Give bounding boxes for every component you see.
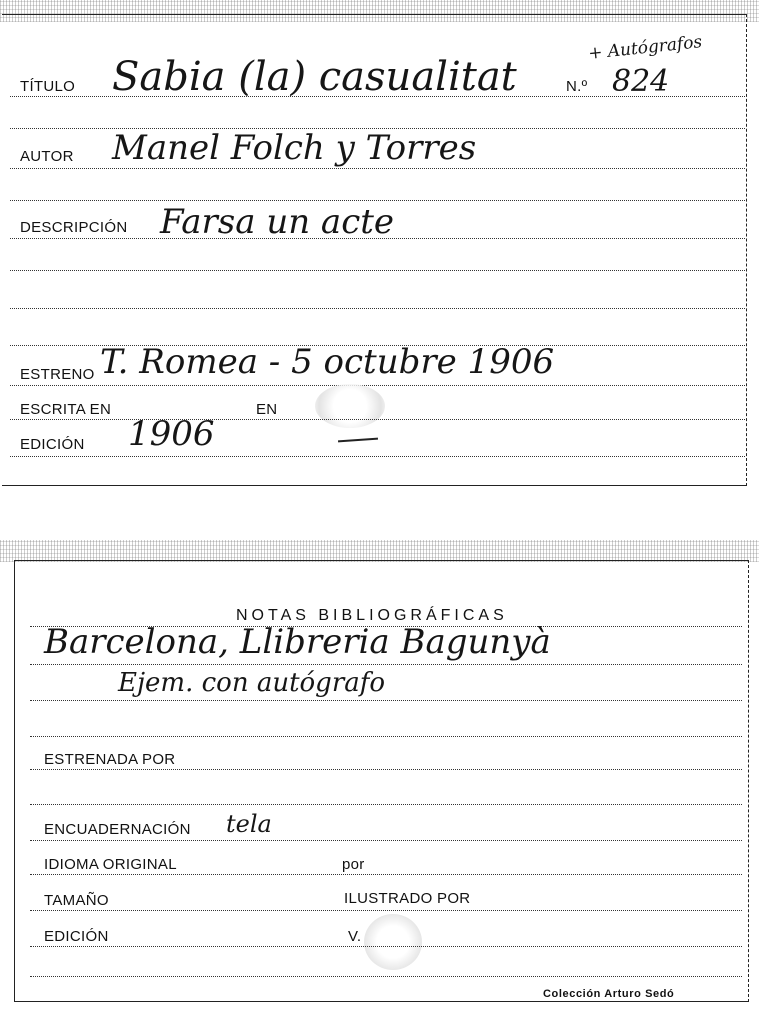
scan-noise-bottom [0, 540, 759, 562]
ilustrado-label: ILUSTRADO POR [344, 890, 471, 907]
rule-estrenada [30, 769, 742, 770]
notes-line2: Ejem. con autógrafo [118, 668, 386, 698]
numero-note: + Autógrafos [587, 32, 704, 64]
edicion-value: 1906 [128, 414, 215, 454]
collection-footer: Colección Arturo Sedó [543, 988, 675, 1000]
en-label: EN [256, 401, 278, 418]
rule-bottom-1 [30, 976, 742, 977]
estreno-value: T. Romea - 5 octubre 1906 [100, 342, 555, 382]
numero-value: 824 [612, 64, 670, 99]
autor-label: AUTOR [20, 148, 74, 165]
rule-titulo [10, 96, 745, 97]
rule-autor-2 [10, 200, 745, 201]
idioma-label: IDIOMA ORIGINAL [44, 856, 177, 873]
rule-autor [10, 168, 745, 169]
rule-desc-3 [10, 308, 745, 309]
titulo-value: Sabia (la) casualitat [112, 54, 517, 100]
rule-escrita [10, 419, 745, 420]
smudge-mark [315, 384, 385, 428]
rule-encuadernacion [30, 840, 742, 841]
tamano-label: TAMAÑO [44, 892, 109, 909]
rule-notes-2 [30, 700, 742, 701]
rule-notes-3 [30, 736, 742, 737]
rule-notes-1 [30, 664, 742, 665]
rule-tamano [30, 910, 742, 911]
numero-label: N.º [566, 78, 588, 95]
estreno-label: ESTRENO [20, 366, 95, 383]
por-label: por [342, 856, 365, 873]
autor-value: Manel Folch y Torres [112, 128, 477, 168]
v-label: V. [348, 928, 362, 945]
rule-estreno [10, 385, 745, 386]
estrenada-por-label: ESTRENADA POR [44, 751, 176, 768]
notes-line1: Barcelona, Llibreria Bagunyà [44, 622, 551, 662]
descripcion-value: Farsa un acte [160, 202, 395, 242]
notas-heading: NOTAS BIBLIOGRÁFICAS [236, 607, 508, 624]
rule-estrenada-2 [30, 804, 742, 805]
edicion-label: EDICIÓN [20, 436, 85, 453]
rule-edicion [10, 456, 745, 457]
rule-desc-2 [10, 270, 745, 271]
rule-edicion-back [30, 946, 742, 947]
smudge-mark-2 [364, 914, 422, 970]
encuadernacion-value: tela [226, 810, 272, 838]
encuadernacion-label: ENCUADERNACIÓN [44, 821, 191, 838]
edicion-back-label: EDICIÓN [44, 928, 109, 945]
titulo-label: TÍTULO [20, 78, 76, 95]
rule-descripcion [10, 238, 745, 239]
escrita-en-label: ESCRITA EN [20, 401, 112, 418]
rule-idioma [30, 874, 742, 875]
descripcion-label: DESCRIPCIÓN [20, 219, 128, 236]
